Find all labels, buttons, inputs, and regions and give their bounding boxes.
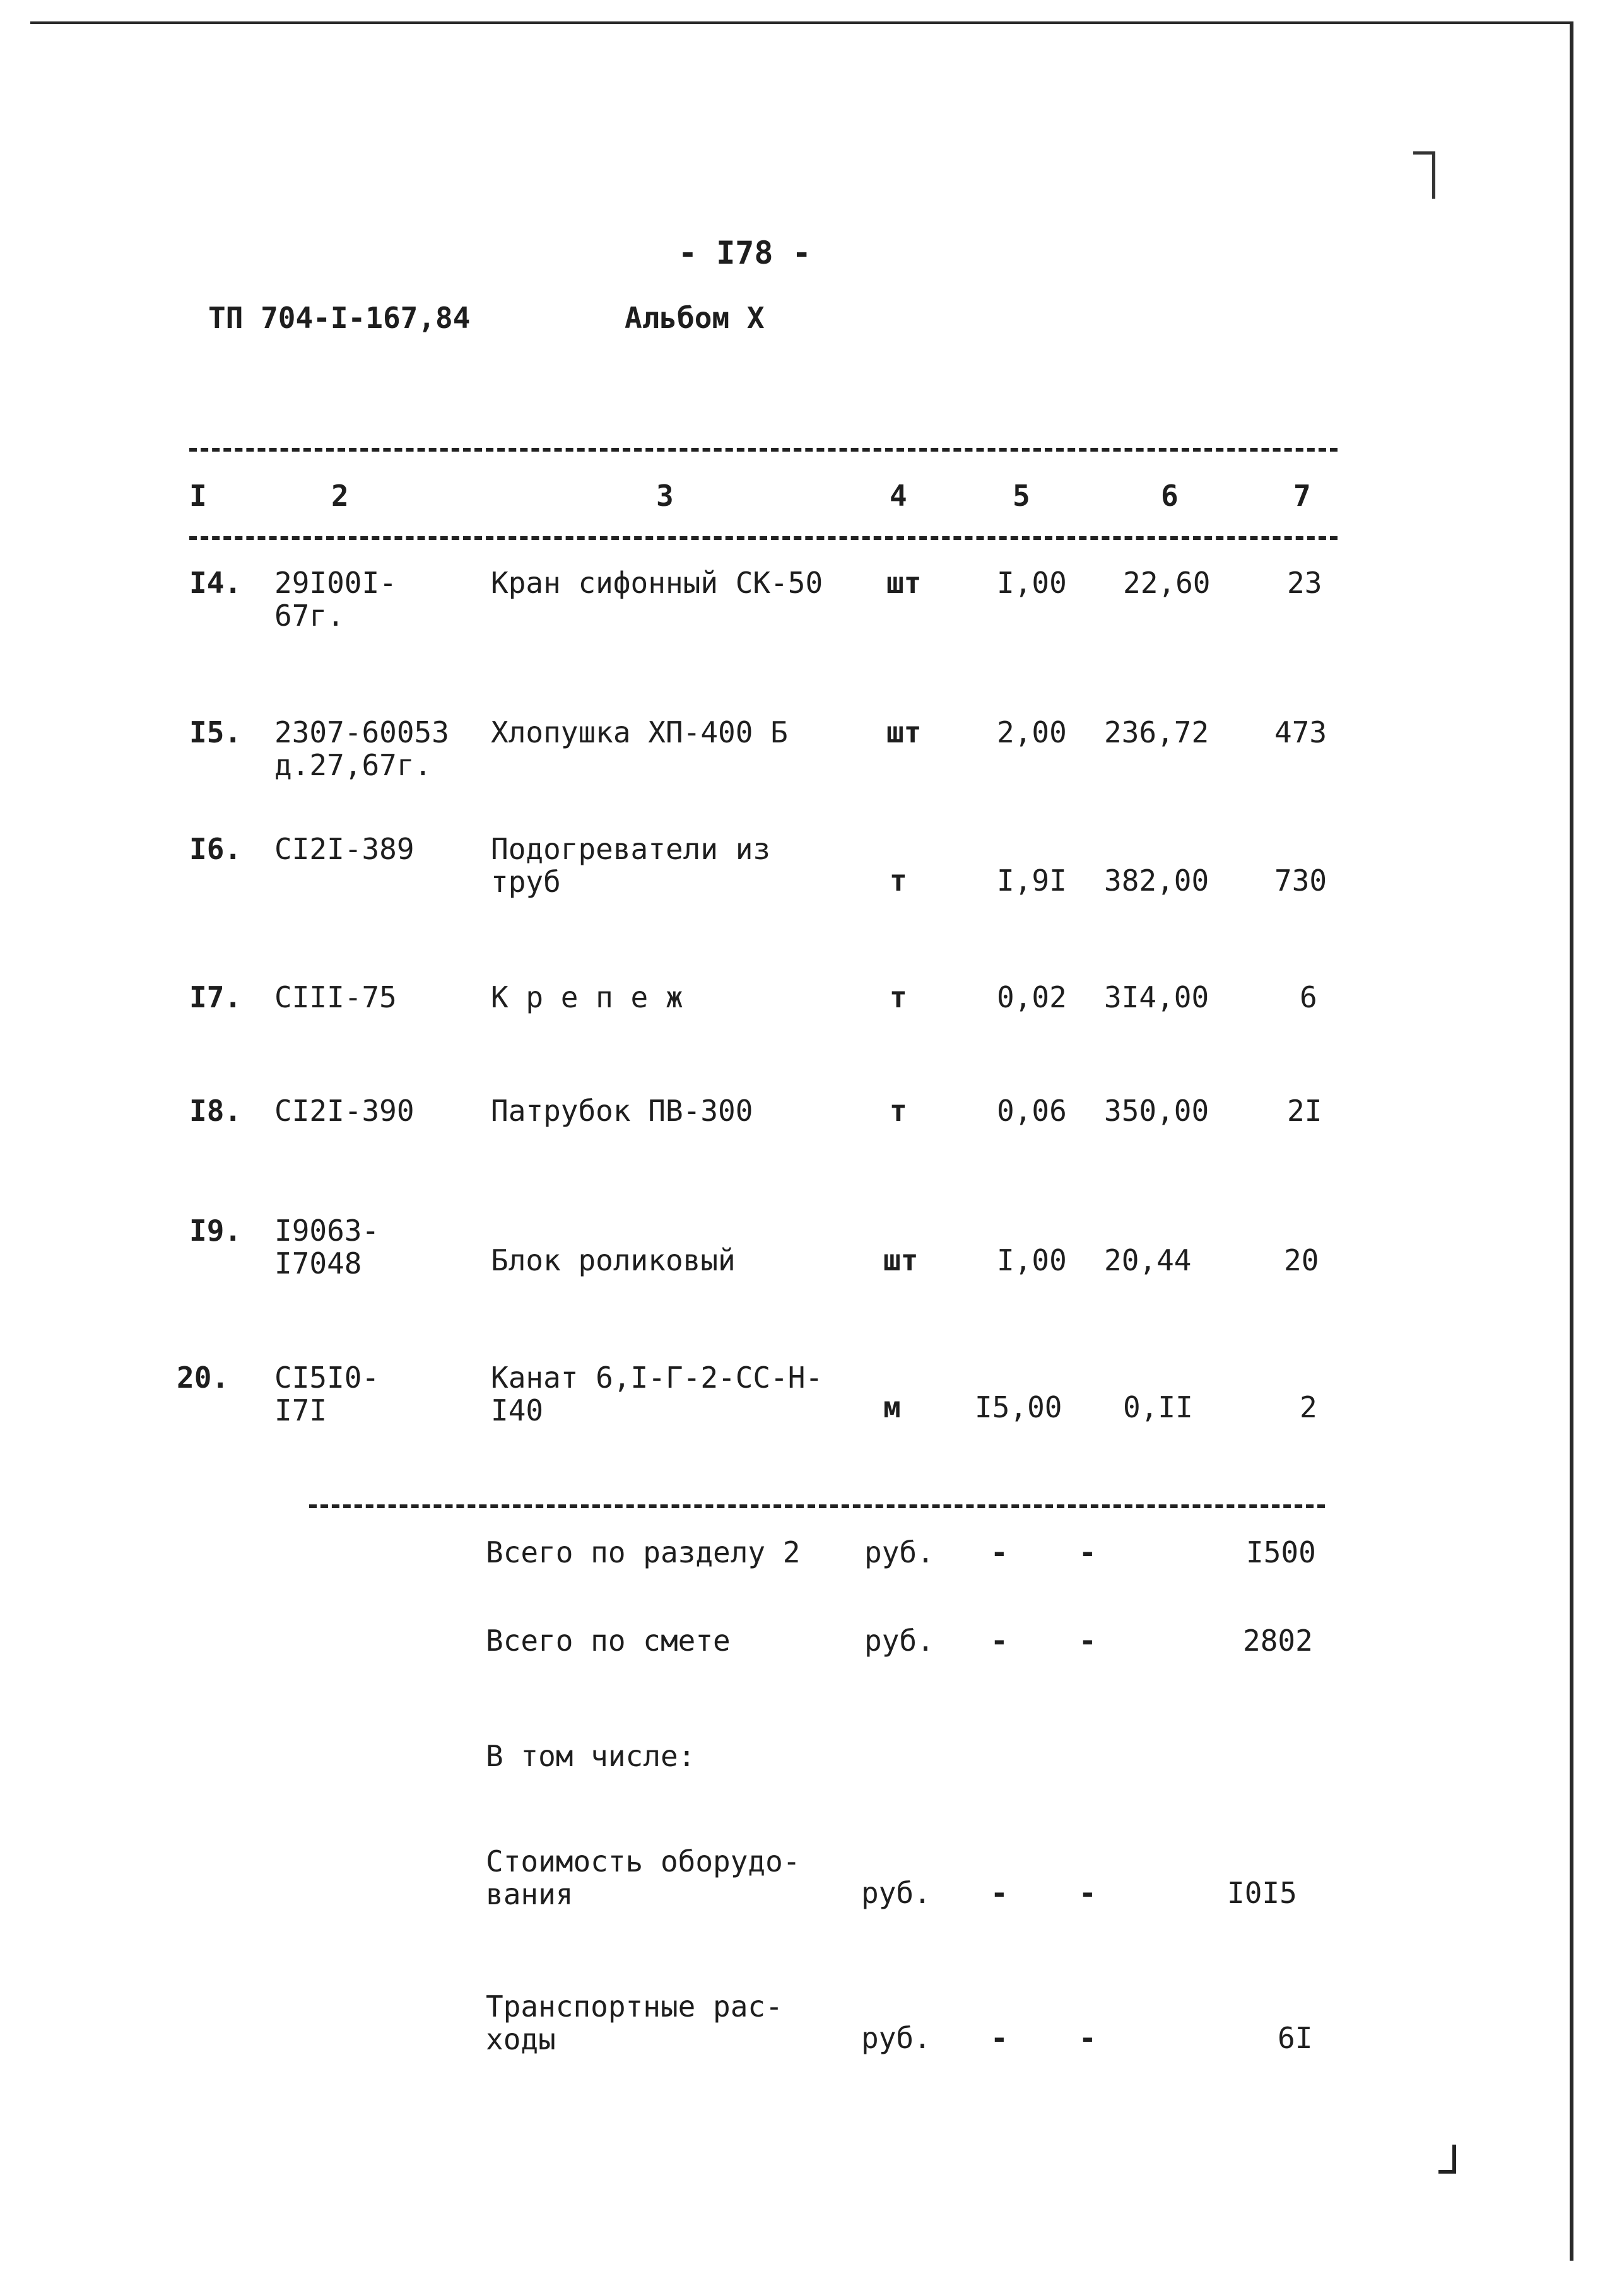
totals-total: 6I bbox=[1278, 2021, 1313, 2055]
row-price: 350,00 bbox=[1104, 1094, 1209, 1128]
row-name: Патрубок ПВ-300 bbox=[491, 1094, 753, 1128]
row-unit: т bbox=[890, 1094, 907, 1128]
row-number: I7. bbox=[189, 980, 242, 1014]
totals-quantity: - bbox=[991, 1624, 1008, 1658]
row-code: I9063- I7048 bbox=[274, 1214, 380, 1280]
totals-total: I500 bbox=[1246, 1535, 1316, 1569]
row-name: К р е п е ж bbox=[491, 980, 683, 1014]
totals-price: - bbox=[1079, 1535, 1097, 1569]
row-name: Блок роликовый bbox=[491, 1243, 736, 1277]
row-number: I5. bbox=[189, 715, 242, 749]
row-total: 20 bbox=[1284, 1243, 1319, 1277]
page-right-border bbox=[1570, 21, 1573, 2261]
totals-total: I0I5 bbox=[1227, 1876, 1297, 1910]
row-number: I4. bbox=[189, 566, 242, 600]
row-price: 236,72 bbox=[1104, 715, 1209, 749]
row-name: Канат 6,I-Г-2-СС-Н- I40 bbox=[491, 1361, 823, 1427]
row-code: CIII-75 bbox=[274, 980, 397, 1014]
row-code: CI5I0- I7I bbox=[274, 1361, 380, 1427]
column-header-7: 7 bbox=[1293, 479, 1311, 513]
totals-quantity: - bbox=[991, 1535, 1008, 1569]
row-name: Подогреватели из труб bbox=[491, 832, 771, 899]
row-price: 0,II bbox=[1123, 1390, 1193, 1424]
row-unit: м bbox=[883, 1390, 901, 1424]
totals-unit: руб. bbox=[861, 2021, 931, 2055]
row-code: CI2I-390 bbox=[274, 1094, 415, 1128]
totals-price: - bbox=[1079, 1876, 1097, 1910]
row-total: 6 bbox=[1300, 980, 1317, 1014]
row-code: 29I00I- 67г. bbox=[274, 566, 397, 633]
column-header-1: I bbox=[189, 479, 207, 513]
row-unit: т bbox=[890, 980, 907, 1014]
row-quantity: 0,02 bbox=[997, 980, 1067, 1014]
row-unit: шт bbox=[886, 715, 922, 749]
row-quantity: I,00 bbox=[997, 1243, 1067, 1277]
row-unit: шт bbox=[886, 566, 922, 600]
column-header-2: 2 bbox=[331, 479, 349, 513]
row-number: 20. bbox=[177, 1361, 230, 1395]
totals-label: Всего по смете bbox=[486, 1624, 731, 1658]
row-quantity: I,9I bbox=[997, 864, 1067, 898]
totals-label: Стоимость оборудо- вания bbox=[486, 1844, 801, 1911]
row-total: 473 bbox=[1274, 715, 1327, 749]
totals-label: Всего по разделу 2 bbox=[486, 1535, 801, 1569]
row-unit: т bbox=[890, 864, 907, 898]
row-number: I9. bbox=[189, 1214, 242, 1248]
header-bottom-rule bbox=[189, 536, 1338, 540]
row-price: 20,44 bbox=[1104, 1243, 1192, 1277]
page-number: - I78 - bbox=[678, 235, 811, 271]
row-name: Кран сифонный СК-50 bbox=[491, 566, 823, 600]
row-number: I8. bbox=[189, 1094, 242, 1128]
row-total: 2I bbox=[1287, 1094, 1322, 1128]
row-total: 2 bbox=[1300, 1390, 1317, 1424]
totals-label: Транспортные рас- ходы bbox=[486, 1989, 783, 2056]
row-number: I6. bbox=[189, 832, 242, 866]
totals-quantity: - bbox=[991, 2021, 1008, 2055]
row-quantity: I,00 bbox=[997, 566, 1067, 600]
row-total: 23 bbox=[1287, 566, 1322, 600]
page-top-border bbox=[30, 21, 1570, 24]
row-quantity: I5,00 bbox=[975, 1390, 1062, 1424]
column-header-5: 5 bbox=[1013, 479, 1030, 513]
totals-price: - bbox=[1079, 2021, 1097, 2055]
corner-bracket-mark bbox=[1413, 151, 1435, 199]
header-top-rule bbox=[189, 448, 1338, 452]
document-code: ТП 704-I-167,84 bbox=[208, 301, 471, 335]
row-name: Хлопушка ХП-400 Б bbox=[491, 715, 788, 749]
row-code: 2307-60053 д.27,67г. bbox=[274, 715, 449, 782]
totals-price: - bbox=[1079, 1624, 1097, 1658]
row-code: CI2I-389 bbox=[274, 832, 415, 866]
totals-separator-rule bbox=[309, 1504, 1325, 1508]
row-unit: шт bbox=[883, 1243, 919, 1277]
totals-unit: руб. bbox=[864, 1624, 934, 1658]
column-header-4: 4 bbox=[890, 479, 907, 513]
row-total: 730 bbox=[1274, 864, 1327, 898]
totals-unit: руб. bbox=[864, 1535, 934, 1569]
totals-total: 2802 bbox=[1243, 1624, 1313, 1658]
totals-label: В том числе: bbox=[486, 1739, 696, 1773]
album-label: Альбом X bbox=[625, 301, 765, 335]
row-price: 22,60 bbox=[1123, 566, 1211, 600]
row-price: 382,00 bbox=[1104, 864, 1209, 898]
bottom-corner-mark bbox=[1438, 2145, 1456, 2174]
totals-quantity: - bbox=[991, 1876, 1008, 1910]
column-header-6: 6 bbox=[1161, 479, 1179, 513]
row-quantity: 0,06 bbox=[997, 1094, 1067, 1128]
row-quantity: 2,00 bbox=[997, 715, 1067, 749]
totals-unit: руб. bbox=[861, 1876, 931, 1910]
row-price: 3I4,00 bbox=[1104, 980, 1209, 1014]
column-header-3: 3 bbox=[656, 479, 674, 513]
